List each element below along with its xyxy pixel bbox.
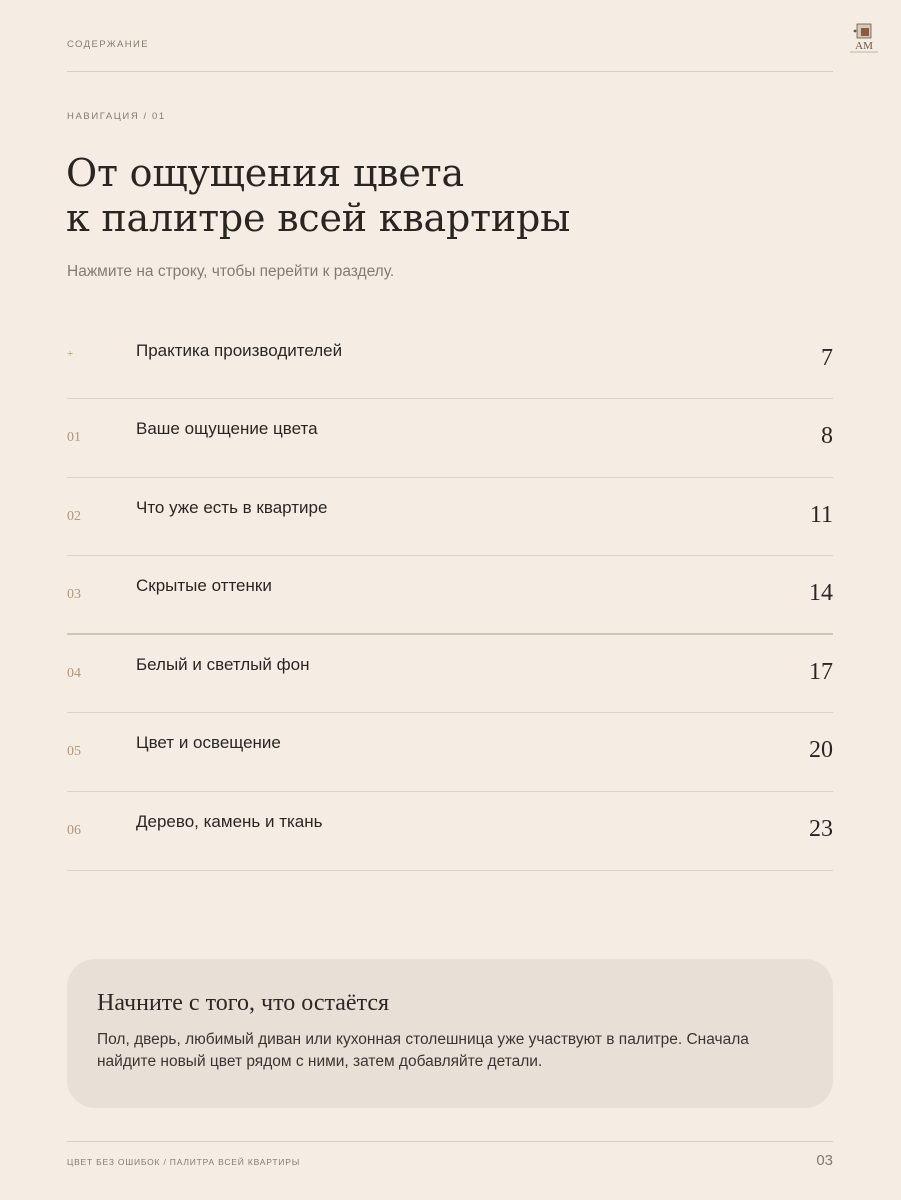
footer-divider xyxy=(67,1141,833,1142)
toc-row-label: Скрытые оттенки xyxy=(136,576,272,596)
toc-row-number: 06 xyxy=(67,822,81,838)
toc-row-page: 8 xyxy=(821,423,833,449)
toc-row-number: 05 xyxy=(67,744,81,760)
toc-row-page: 17 xyxy=(809,658,833,685)
toc-row[interactable] xyxy=(67,713,833,792)
toc-row-page: 14 xyxy=(809,580,833,607)
toc-row[interactable] xyxy=(67,556,833,635)
toc-row-label: Белый и светлый фон xyxy=(136,654,310,674)
toc-row-number: 04 xyxy=(67,665,81,681)
callout-text: Пол, дверь, любимый диван или кухонная столешница уже участвуют в палитре. Сначала найдите новый цвет рядом с ними, затем добавляйте детали. xyxy=(97,1031,749,1070)
toc-row[interactable] xyxy=(67,792,833,871)
toc-row-page: 23 xyxy=(809,815,833,842)
page-title xyxy=(66,151,806,241)
toc-row-number: 01 xyxy=(67,430,81,445)
toc-row[interactable] xyxy=(67,478,833,557)
toc-row[interactable] xyxy=(67,635,833,714)
page-title-line-1: От ощущения цвета xyxy=(66,151,464,195)
toc-row-label: Практика производителей xyxy=(136,341,343,360)
toc-row-number: 03 xyxy=(67,587,81,603)
toc-row-page: 20 xyxy=(809,737,833,764)
footer-running-title: ЦВЕТ БЕЗ ОШИБОК / ПАЛИТРА ВСЕЙ КВАРТИРЫ xyxy=(67,1157,301,1167)
toc-row-label: Ваше ощущение цвета xyxy=(136,419,318,438)
callout-box xyxy=(67,959,833,1108)
toc-row-label: Цвет и освещение xyxy=(136,733,281,753)
svg-text:AM: AM xyxy=(855,40,873,52)
toc-row-page: 11 xyxy=(809,501,833,528)
toc-row-page: 7 xyxy=(821,345,833,371)
monogram-logo-icon xyxy=(846,20,882,56)
page-title-line-2: к палитре всей квартиры xyxy=(66,196,571,240)
toc-row-number: 02 xyxy=(67,508,81,524)
toc-row[interactable] xyxy=(67,399,833,478)
table-of-contents xyxy=(67,321,833,871)
toc-row-label: Дерево, камень и ткань xyxy=(136,811,323,831)
footer-page-number: 03 xyxy=(816,1152,833,1169)
toc-row-number: + xyxy=(67,348,74,360)
page-subtitle: Нажмите на строку, чтобы перейти к разделу. xyxy=(67,263,395,280)
toc-row-label: Что уже есть в квартире xyxy=(136,497,328,517)
section-label: СОДЕРЖАНИЕ xyxy=(67,39,149,50)
eyebrow-label: НАВИГАЦИЯ / 01 xyxy=(67,111,166,122)
header-divider xyxy=(67,71,833,72)
callout-title: Начните с того, что остаётся xyxy=(97,990,390,1016)
toc-row[interactable] xyxy=(67,321,833,399)
